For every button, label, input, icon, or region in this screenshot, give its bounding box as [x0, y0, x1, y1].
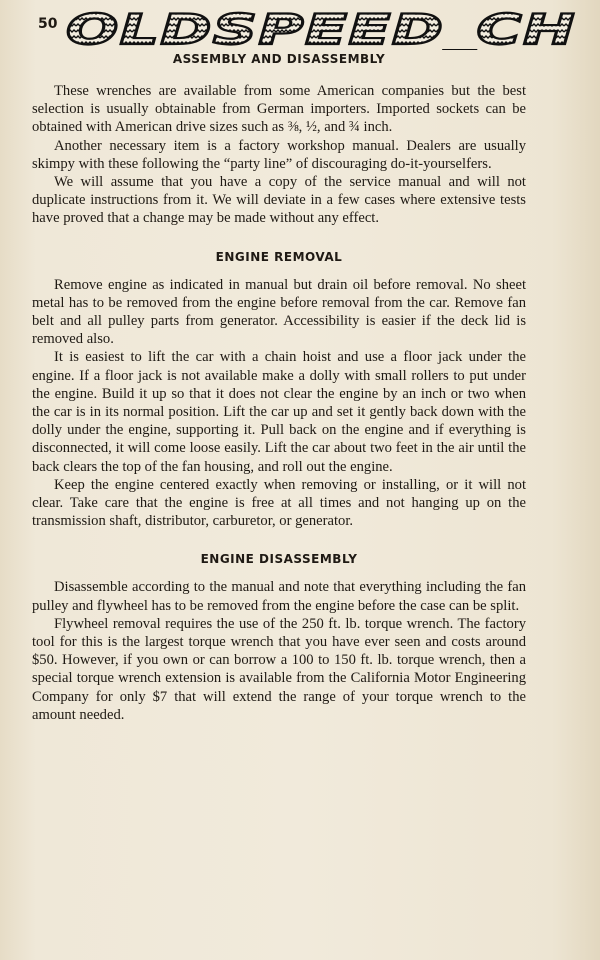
paragraph: These wrenches are available from some American companies but the best selection is usually obtainable from German importers. Imported sockets can be obtained with American drive sizes such as ⅜, ½, and ¾ inch.: [32, 83, 526, 136]
heading-engine-removal: ENGINE REMOVAL: [215, 249, 343, 264]
heading-assembly: ASSEMBLY AND DISASSEMBLY: [172, 52, 386, 66]
paragraph: It is easiest to lift the car with a chain hoist and use a floor jack under the engine. If a floor jack is not available make a dolly with small rollers to put under the engine. Build it up so that it does not clear the engine by an inch or two when the car is in its normal position. Lift the car up and set it gently back down with the dolly under the engine, supporting it. Pull back on the engine and if everything is disconnected, it will come loose easily. Lift the car about two feet in the air until the back clears the top of the fan housing, and roll out the engine.: [32, 349, 526, 475]
paragraph: Flywheel removal requires the use of the 250 ft. lb. torque wrench. The factory tool for this is the largest torque wrench that you have ever seen and costs around $50. However, if you own or can borrow a 100 to 150 ft. lb. torque wrench, then a special torque wrench extension is available from the California Motor Engineering Company for only $7 that will extend the range of your torque wrench to the amount needed.: [32, 615, 526, 723]
page-number: 50: [38, 16, 58, 32]
heading-engine-disassembly: ENGINE DISASSEMBLY: [200, 552, 358, 567]
paragraph: Keep the engine centered exactly when removing or installing, or it will not clear. Take care that the engine is free at all times and not hanging up on the transmission shaft, distributor, carburetor, or generator.: [32, 476, 526, 530]
paragraph: Disassemble according to the manual and note that everything including the fan pulley and flywheel has to be removed from the engine before the case can be split.: [32, 579, 526, 614]
oldspeed-logo: [60, 10, 582, 50]
paragraph: We will assume that you have a copy of the service manual and will not duplicate instructions from it. We will deviate in a few cases where extensive tests have proved that a change may be made without any effect.: [32, 174, 526, 227]
paragraph: Another necessary item is a factory workshop manual. Dealers are usually skimpy with these following the “party line” of discouraging do-it-yourselfers.: [32, 137, 526, 172]
page-content: [32, 52, 526, 724]
paragraph: Remove engine as indicated in manual but drain oil before removal. No sheet metal has to be removed from the engine before removal from the car. Remove fan belt and all pulley parts from generator. Accessibility is easier if the deck lid is removed also.: [32, 276, 526, 348]
logo-text: OLDSPEED_CH: [66, 10, 576, 50]
